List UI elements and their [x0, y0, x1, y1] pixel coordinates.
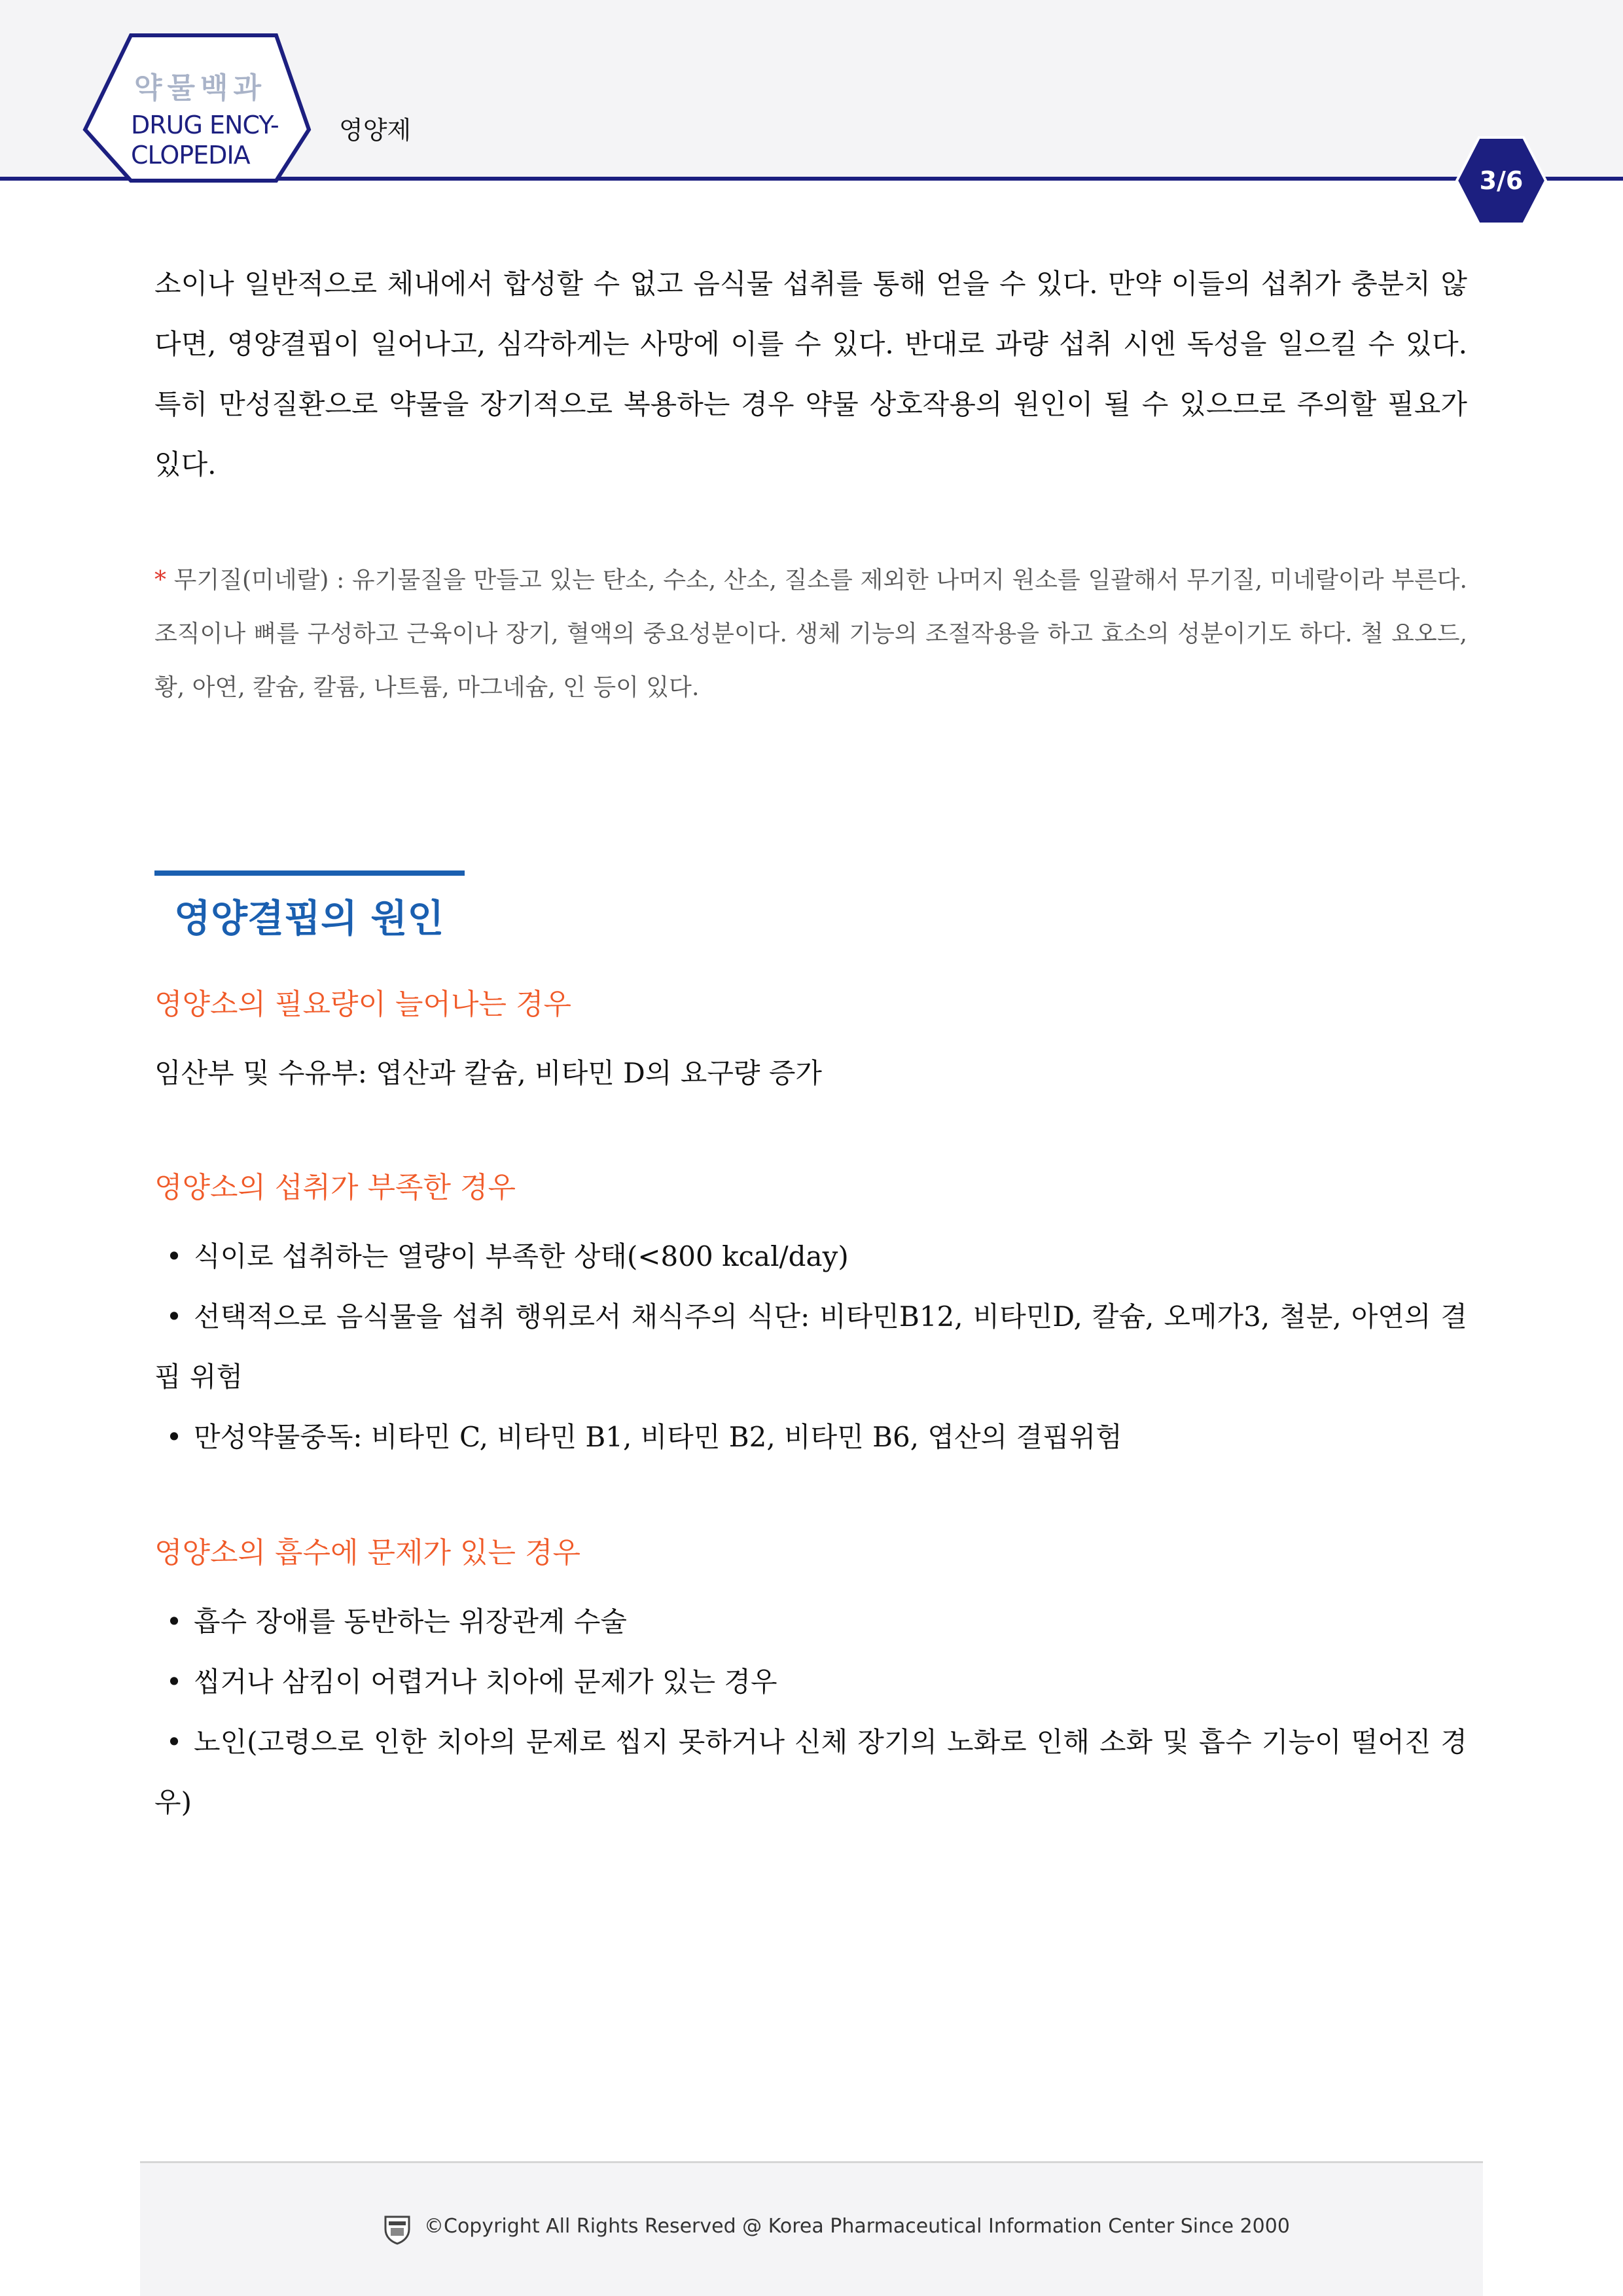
subheading-insufficient-intake: 영양소의 섭취가 부족한 경우	[154, 1171, 516, 1204]
list-item	[154, 1227, 1467, 1287]
bullet-mark	[154, 1726, 194, 1758]
page-number: 3/6	[1479, 166, 1524, 195]
list-item-text: 식이로 섭취하는 열량이 부족한 상태(<800 kcal/day)	[194, 1240, 849, 1272]
logo-english-line1: DRUG ENCY-	[131, 111, 279, 139]
logo-english-text	[131, 110, 279, 170]
section-accent-bar	[154, 870, 465, 876]
bullet-mark	[154, 1666, 194, 1698]
list-item-text: 선택적으로 음식물을 섭취 행위로서 채식주의 식단: 비타민B12, 비타민D, 칼슘, 오메가3, 철분, 아연의 결핍 위험	[154, 1300, 1467, 1393]
intro-paragraph: 소이나 일반적으로 체내에서 합성할 수 없고 음식물 섭취를 통해 얻을 수 있다. 만약 이들의 섭취가 충분치 않다면, 영양결핍이 일어나고, 심각하게는 사망에 이를 수 있다. 반대로 과량 섭취 시엔 독성을 일으킬 수 있다. 특히 만성질환으로 약물을 장기적으로 복용하는 경우 약물 상호작용의 원인이 될 수 있으므로 주의할 필요가 있다.	[154, 268, 1468, 480]
subheading-absorption-problem: 영양소의 흡수에 문제가 있는 경우	[154, 1536, 580, 1570]
shield-emblem-icon	[383, 2215, 411, 2245]
bullet-mark	[154, 1605, 194, 1638]
note-asterisk: *	[154, 567, 166, 594]
list-item-text: 흡수 장애를 동반하는 위장관계 수술	[194, 1605, 627, 1638]
list-item	[154, 1407, 1467, 1467]
subheading-increased-need: 영양소의 필요량이 늘어나는 경우	[154, 988, 572, 1021]
list-item-text: 만성약물중독: 비타민 C, 비타민 B1, 비타민 B2, 비타민 B6, 엽산의 결핍위험	[194, 1421, 1122, 1453]
list-item	[154, 1652, 1467, 1712]
bullet-mark	[154, 1240, 194, 1272]
list-item-text: 씹거나 삼킴이 어렵거나 치아에 문제가 있는 경우	[194, 1666, 777, 1698]
list-item	[154, 1287, 1467, 1407]
mineral-note	[154, 554, 1467, 715]
section-title: 영양결핍의 원인	[174, 896, 444, 941]
logo-english-line2: CLOPEDIA	[131, 141, 250, 170]
bullet-mark	[154, 1421, 194, 1453]
copyright-text: ©Copyright All Rights Reserved @ Korea Pharmaceutical Information Center Since 2000	[424, 2215, 1290, 2238]
category-label: 영양제	[339, 116, 412, 145]
bullet-mark	[154, 1300, 194, 1333]
note-text: 무기질(미네랄) : 유기물질을 만들고 있는 탄소, 수소, 산소, 질소를 제외한 나머지 원소를 일괄해서 무기질, 미네랄이라 부른다. 조직이나 뼈를 구성하고 근육이나 장기, 혈액의 중요성분이다. 생체 기능의 조절작용을 하고 효소의 성분이기도 하다. 철 요오드, 황, 아연, 칼슘, 칼륨, 나트륨, 마그네슘, 인 등이 있다.	[154, 567, 1467, 701]
footer-divider	[140, 2161, 1483, 2163]
list-item	[154, 1712, 1467, 1833]
list-item	[154, 1592, 1467, 1652]
list-item: 임산부 및 수유부: 엽산과 칼슘, 비타민 D의 요구량 증가	[154, 1057, 822, 1089]
logo-korean-text: 약물백과	[134, 71, 267, 105]
list-item-text: 노인(고령으로 인한 치아의 문제로 씹지 못하거나 신체 장기의 노화로 인해 소화 및 흡수 기능이 떨어진 경우)	[154, 1726, 1467, 1818]
